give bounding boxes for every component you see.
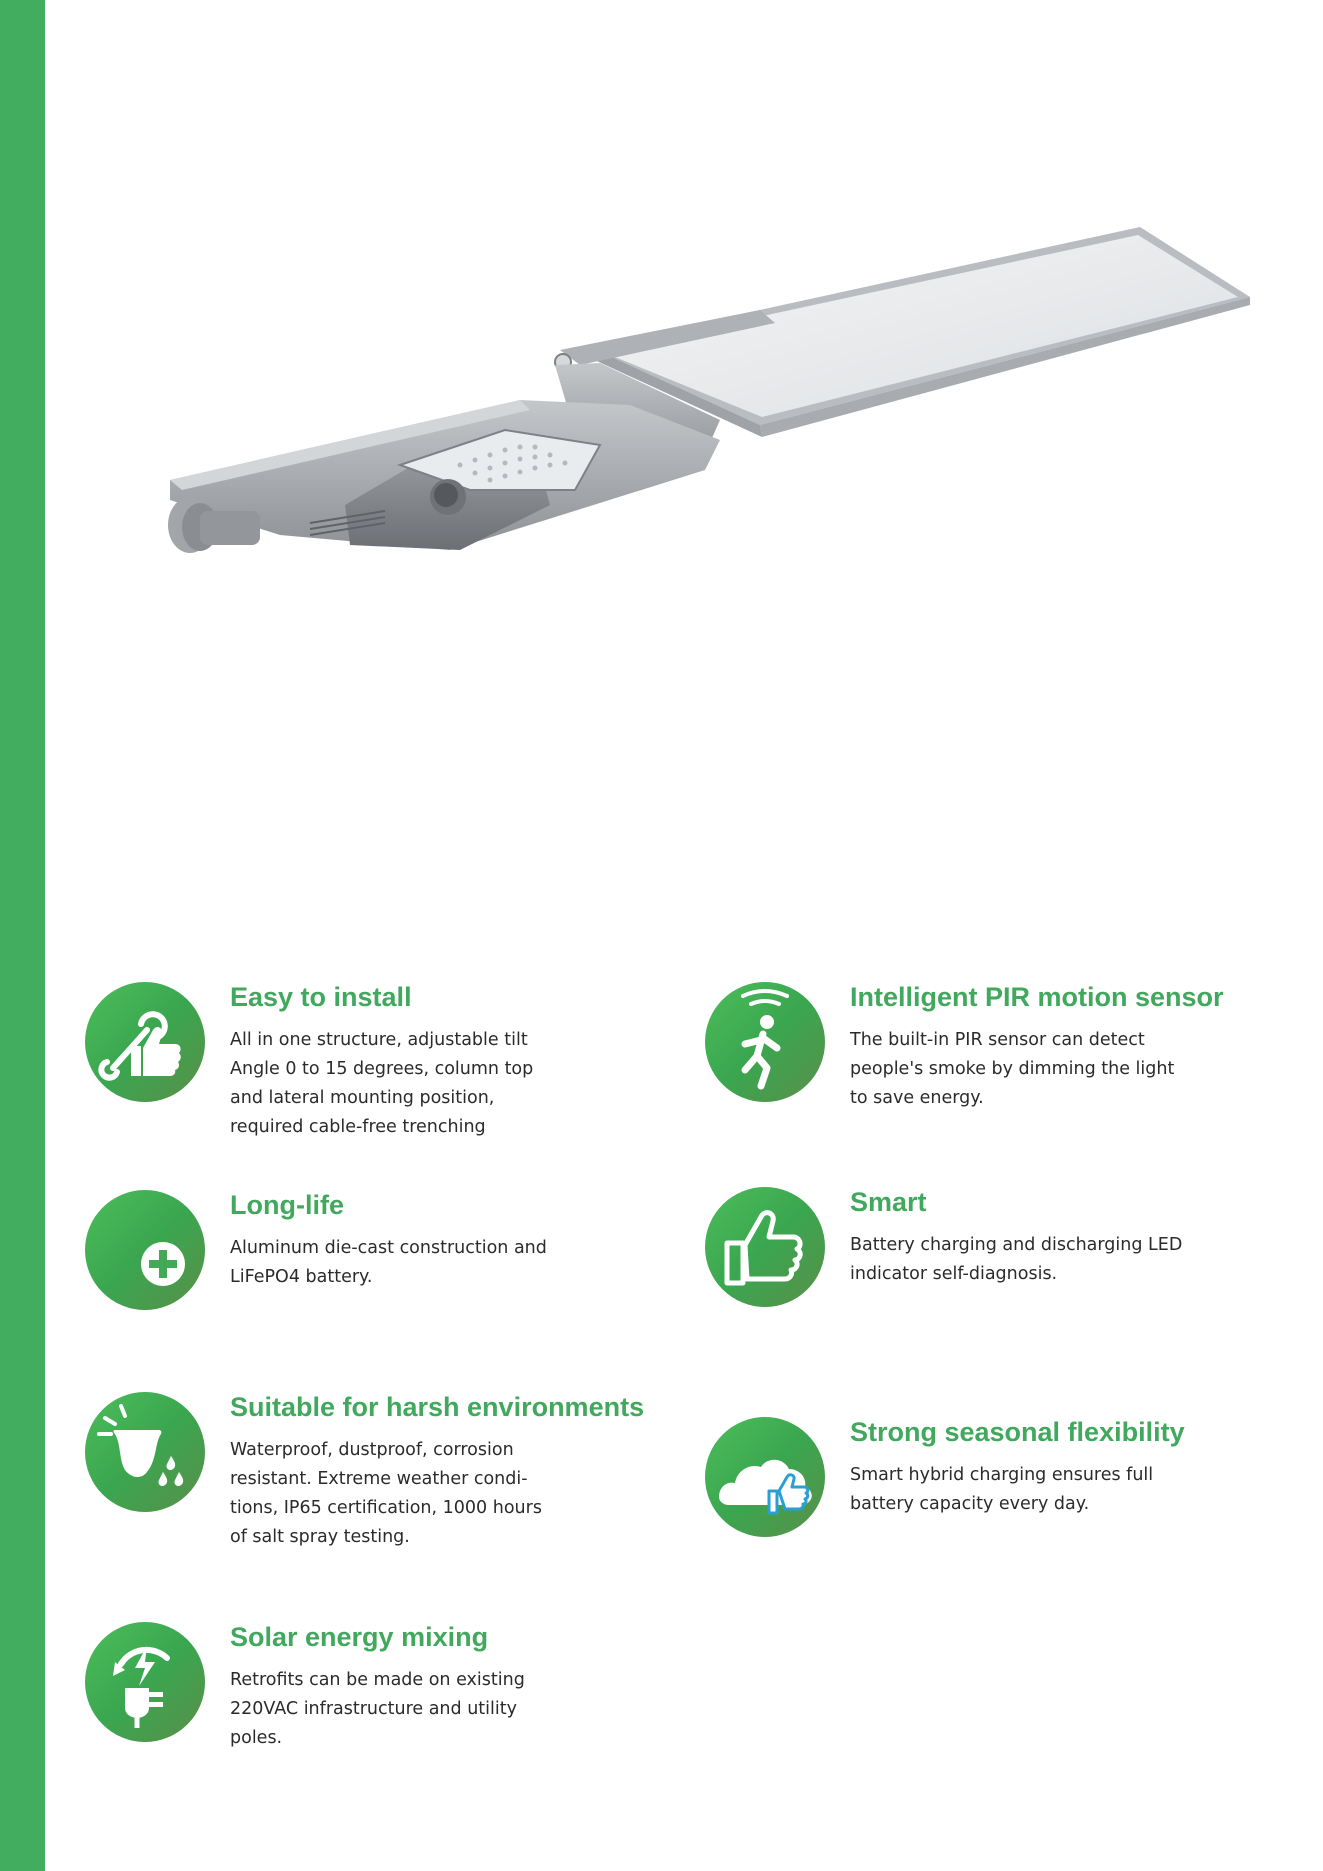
green-side-bar [0, 0, 45, 1871]
weather-shield-icon [85, 1392, 205, 1512]
solar-street-light-image [160, 215, 1260, 575]
feature-long-life [85, 1190, 605, 1310]
cloud-thumbs-up-icon [705, 1417, 825, 1537]
feature-description: Battery charging and discharging LED indicator self-diagnosis. [850, 1235, 1183, 1284]
feature-description: The built-in PIR sensor can detect people's smoke by dimming the light to save energy. [850, 1030, 1175, 1108]
thumbs-up-icon [705, 1187, 825, 1307]
feature-solar-mixing [85, 1622, 605, 1752]
feature-pir-sensor [705, 982, 1225, 1112]
feature-title: Intelligent PIR motion sensor [850, 982, 1224, 1012]
feature-title: Strong seasonal flexibility [850, 1417, 1185, 1447]
motion-sensor-icon [705, 982, 825, 1102]
feature-title: Suitable for harsh environments [230, 1392, 645, 1422]
feature-description: Retrofits can be made on existing 220VAC infrastructure and utility poles. [230, 1670, 525, 1748]
feature-description: Aluminum die-cast construction and LiFePO4 battery. [230, 1238, 547, 1287]
feature-harsh-environments [85, 1392, 645, 1552]
feature-title: Solar energy mixing [230, 1622, 489, 1652]
plus-icon [85, 1190, 205, 1310]
feature-description: Smart hybrid charging ensures full battery capacity every day. [850, 1465, 1154, 1514]
feature-description: All in one structure, adjustable tilt Angle 0 to 15 degrees, column top and lateral mounting position, required cable-free trenching [230, 1030, 534, 1137]
feature-easy-install [85, 982, 605, 1142]
power-plug-icon [85, 1622, 205, 1742]
feature-title: Smart [850, 1187, 927, 1217]
feature-description: Waterproof, dustproof, corrosion resistant. Extreme weather condi- tions, IP65 certification, 1000 hours of salt spray testing. [230, 1440, 542, 1547]
wrench-thumbs-up-icon [85, 982, 205, 1102]
feature-title: Long-life [230, 1190, 344, 1220]
feature-title: Easy to install [230, 982, 412, 1012]
feature-seasonal-flexibility [705, 1417, 1225, 1537]
feature-smart [705, 1187, 1225, 1307]
